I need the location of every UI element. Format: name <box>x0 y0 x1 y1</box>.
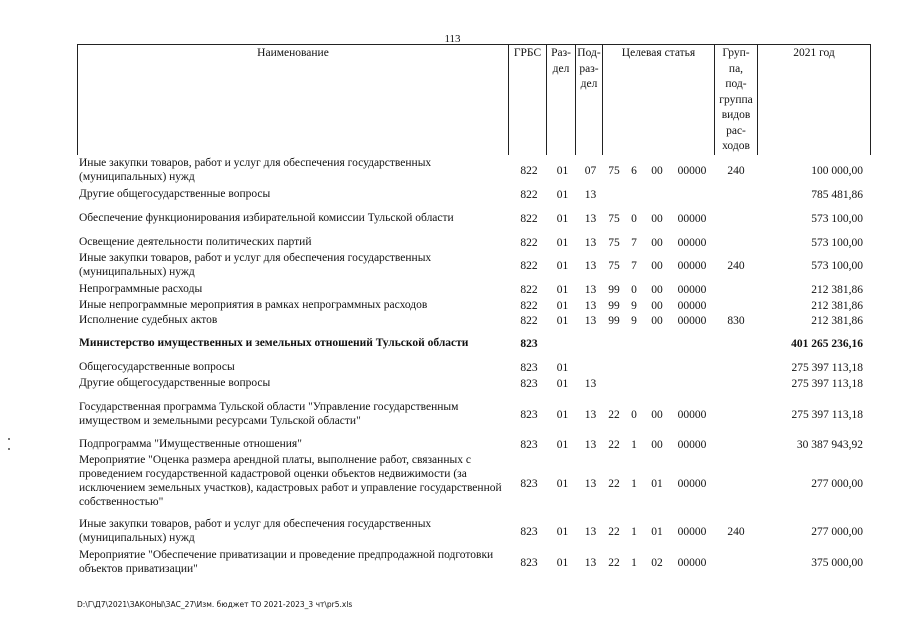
row-grbs: 822 <box>520 237 538 249</box>
row-t1: 22 <box>608 478 620 490</box>
row-t1: 75 <box>608 213 620 225</box>
row-name: Мероприятие "Оценка размера арендной платы, выполнение работ, связанных с проведением государственной кадастровой оценки объектов недвижимости (за исключением земельных участков), кадастровых работ и управление государственной собственностью" <box>79 454 502 508</box>
table-row <box>0 376 905 392</box>
table-row <box>0 437 905 453</box>
table-row <box>0 251 905 281</box>
row-pr: 13 <box>584 315 597 327</box>
row-t2: 0 <box>631 213 637 225</box>
row-t4: 00000 <box>677 284 707 296</box>
row-grbs: 823 <box>520 526 538 538</box>
row-t2: 7 <box>631 237 637 249</box>
row-amount: 30 387 943,92 <box>796 439 863 451</box>
row-name: Непрограммные расходы <box>79 283 203 295</box>
row-amount: 573 100,00 <box>811 260 863 272</box>
row-name: Подпрограмма "Имущественные отношения" <box>79 438 302 450</box>
row-pr: 13 <box>584 237 597 249</box>
row-t1: 75 <box>608 165 620 177</box>
row-name: Мероприятие "Обеспечение приватизации и проведение предпродажной подготовки объектов приватизации" <box>79 549 494 575</box>
row-t3: 00 <box>651 409 663 421</box>
row-pr: 13 <box>584 260 597 272</box>
row-pr: 13 <box>584 213 597 225</box>
row-t4: 00000 <box>677 315 707 327</box>
row-grbs: 823 <box>520 478 538 490</box>
row-amount: 375 000,00 <box>811 557 863 569</box>
row-vr: 240 <box>727 260 745 272</box>
table-row <box>0 211 905 227</box>
table-row <box>0 360 905 376</box>
row-name: Освещение деятельности политических партий <box>79 236 312 248</box>
row-t2: 1 <box>631 526 637 538</box>
row-pr: 13 <box>584 300 597 312</box>
row-t2: 6 <box>631 165 637 177</box>
page-number: 113 <box>444 33 461 45</box>
row-amount: 573 100,00 <box>811 213 863 225</box>
row-amount: 277 000,00 <box>811 526 863 538</box>
header-razdel: Раз- дел <box>546 45 575 155</box>
header-grbs: ГРБС <box>508 45 546 155</box>
row-amount: 212 381,86 <box>811 284 863 296</box>
row-grbs: 822 <box>520 189 538 201</box>
row-t3: 00 <box>651 284 663 296</box>
row-t1: 22 <box>608 526 620 538</box>
row-vr: 830 <box>727 315 745 327</box>
row-t1: 22 <box>608 409 620 421</box>
row-t2: 9 <box>631 315 637 327</box>
row-t2: 0 <box>631 284 637 296</box>
row-t2: 9 <box>631 300 637 312</box>
header-year: 2021 год <box>757 45 871 155</box>
row-rz: 01 <box>556 557 569 569</box>
row-pr: 13 <box>584 189 597 201</box>
table-row <box>0 453 905 515</box>
row-t4: 00000 <box>677 213 707 225</box>
row-t3: 00 <box>651 315 663 327</box>
row-rz: 01 <box>556 362 569 374</box>
row-grbs: 822 <box>520 284 538 296</box>
row-name: Иные закупки товаров, работ и услуг для обеспечения государственных (муниципальных) нужд <box>79 518 432 544</box>
row-t4: 00000 <box>677 237 707 249</box>
row-t2: 0 <box>631 409 637 421</box>
row-amount: 401 265 236,16 <box>791 338 863 350</box>
row-amount: 212 381,86 <box>811 315 863 327</box>
row-pr: 13 <box>584 478 597 490</box>
row-t3: 00 <box>651 260 663 272</box>
row-t3: 01 <box>651 478 663 490</box>
row-t3: 00 <box>651 165 663 177</box>
row-t1: 99 <box>608 284 620 296</box>
row-name: Другие общегосударственные вопросы <box>79 377 271 389</box>
row-pr: 13 <box>584 378 597 390</box>
row-grbs: 822 <box>520 315 538 327</box>
row-grbs: 822 <box>520 300 538 312</box>
row-name: Иные закупки товаров, работ и услуг для обеспечения государственных (муниципальных) нужд <box>79 157 432 183</box>
row-grbs: 822 <box>520 260 538 272</box>
row-amount: 212 381,86 <box>811 300 863 312</box>
row-amount: 277 000,00 <box>811 478 863 490</box>
row-grbs: 823 <box>520 409 538 421</box>
row-t2: 7 <box>631 260 637 272</box>
table-row <box>0 298 905 313</box>
margin-mark <box>8 438 10 440</box>
row-name: Министерство имущественных и земельных отношений Тульской области <box>79 337 469 349</box>
row-rz: 01 <box>556 315 569 327</box>
row-rz: 01 <box>556 439 569 451</box>
row-t4: 00000 <box>677 409 707 421</box>
row-amount: 573 100,00 <box>811 237 863 249</box>
table-row <box>0 156 905 186</box>
header-name: Наименование <box>77 45 508 155</box>
row-t1: 75 <box>608 260 620 272</box>
row-t1: 99 <box>608 300 620 312</box>
row-grbs: 823 <box>520 362 538 374</box>
row-amount: 100 000,00 <box>811 165 863 177</box>
row-t3: 01 <box>651 526 663 538</box>
row-t4: 00000 <box>677 557 707 569</box>
row-t1: 22 <box>608 557 620 569</box>
row-rz: 01 <box>556 526 569 538</box>
row-t4: 00000 <box>677 478 707 490</box>
row-pr: 13 <box>584 439 597 451</box>
row-rz: 01 <box>556 284 569 296</box>
row-t4: 00000 <box>677 300 707 312</box>
row-t2: 1 <box>631 478 637 490</box>
row-vr: 240 <box>727 526 745 538</box>
row-t3: 00 <box>651 237 663 249</box>
table-row <box>0 235 905 251</box>
table-header <box>77 44 871 155</box>
row-pr: 13 <box>584 526 597 538</box>
row-grbs: 822 <box>520 213 538 225</box>
row-t2: 1 <box>631 439 637 451</box>
row-t1: 99 <box>608 315 620 327</box>
row-name: Государственная программа Тульской области "Управление государственным имуществом и земельными ресурсами Тульской области" <box>79 401 459 427</box>
row-rz: 01 <box>556 478 569 490</box>
table-row <box>0 400 905 430</box>
table-row <box>0 187 905 203</box>
table-row <box>0 313 905 328</box>
row-rz: 01 <box>556 378 569 390</box>
row-rz: 01 <box>556 237 569 249</box>
table-row <box>0 517 905 547</box>
row-t3: 00 <box>651 213 663 225</box>
row-name: Обеспечение функционирования избирательной комиссии Тульской области <box>79 212 454 224</box>
row-vr: 240 <box>727 165 745 177</box>
row-t1: 22 <box>608 439 620 451</box>
row-pr: 13 <box>584 557 597 569</box>
row-name: Иные непрограммные мероприятия в рамках непрограммных расходов <box>79 299 428 311</box>
row-t4: 00000 <box>677 526 707 538</box>
row-pr: 13 <box>584 409 597 421</box>
row-rz: 01 <box>556 409 569 421</box>
row-name: Иные закупки товаров, работ и услуг для обеспечения государственных (муниципальных) нужд <box>79 252 432 278</box>
table-row <box>0 548 905 578</box>
row-t1: 75 <box>608 237 620 249</box>
table-row <box>0 336 905 352</box>
row-name: Общегосударственные вопросы <box>79 361 235 373</box>
row-pr: 13 <box>584 284 597 296</box>
row-rz: 01 <box>556 300 569 312</box>
row-t2: 1 <box>631 557 637 569</box>
row-amount: 275 397 113,18 <box>791 409 863 421</box>
header-podrazdel: Под- раз- дел <box>575 45 602 155</box>
row-rz: 01 <box>556 165 569 177</box>
row-rz: 01 <box>556 260 569 272</box>
header-target: Целевая статья <box>602 45 714 155</box>
row-amount: 275 397 113,18 <box>791 362 863 374</box>
row-t3: 02 <box>651 557 663 569</box>
row-t4: 00000 <box>677 260 707 272</box>
row-t3: 00 <box>651 439 663 451</box>
file-path-footer: D:\Г\Д7\2021\ЗАКОНЫ\ЗАС_27\Изм. бюджет ТО 2021-2023_3 чт\pr5.xls <box>77 600 353 609</box>
row-t3: 00 <box>651 300 663 312</box>
row-grbs: 822 <box>520 165 538 177</box>
row-grbs: 823 <box>520 557 538 569</box>
row-amount: 275 397 113,18 <box>791 378 863 390</box>
row-rz: 01 <box>556 213 569 225</box>
header-group: Груп- па, под- группа видов рас- ходов <box>714 45 757 155</box>
row-t4: 00000 <box>677 439 707 451</box>
row-pr: 07 <box>584 165 597 177</box>
row-t4: 00000 <box>677 165 707 177</box>
row-grbs: 823 <box>520 338 538 350</box>
table-row <box>0 282 905 297</box>
margin-mark <box>8 448 10 450</box>
row-name: Исполнение судебных актов <box>79 314 218 326</box>
row-amount: 785 481,86 <box>811 189 863 201</box>
row-name: Другие общегосударственные вопросы <box>79 188 271 200</box>
row-rz: 01 <box>556 189 569 201</box>
row-grbs: 823 <box>520 378 538 390</box>
row-grbs: 823 <box>520 439 538 451</box>
